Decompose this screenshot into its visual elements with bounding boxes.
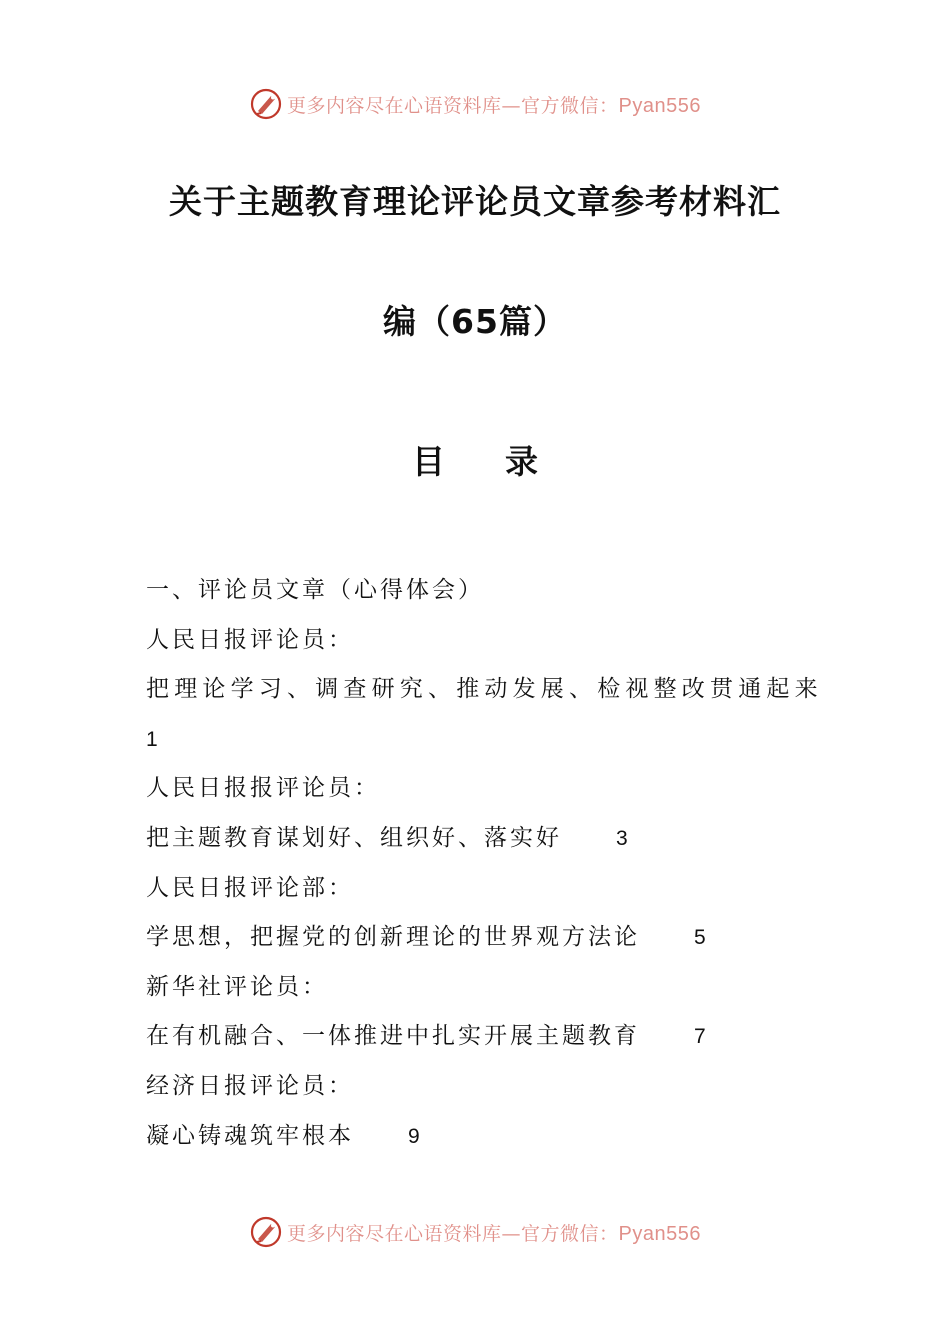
footer-watermark (0, 1212, 950, 1252)
pen-logo-icon (249, 1215, 283, 1249)
toc-entry-page: 3 (616, 826, 628, 850)
toc-entry-source: 人民日报评论部： (146, 874, 354, 901)
toc-entry-page: 9 (408, 1124, 420, 1148)
toc-entry-title: 学思想，把握党的创新理论的世界观方法论 (146, 924, 640, 951)
toc-entry-source: 经济日报评论员： (146, 1072, 354, 1099)
watermark-text: 更多内容尽在心语资料库—官方微信：Pyan556 (287, 1222, 701, 1245)
toc-entry-source: 人民日报报评论员： (146, 775, 380, 802)
toc-heading-char2: 录 (505, 442, 538, 481)
toc-entry-page: 7 (694, 1025, 706, 1049)
toc-entry (146, 1012, 826, 1062)
header-watermark (0, 84, 950, 124)
pen-logo-icon (249, 87, 283, 121)
toc-entry (146, 913, 826, 963)
toc-heading (0, 436, 950, 483)
toc-section-heading: 一、评论员文章（心得体会） (146, 577, 484, 603)
toc-entry-title: 把主题教育谋划好、组织好、落实好 (146, 824, 562, 851)
watermark-text: 更多内容尽在心语资料库—官方微信：Pyan556 (287, 94, 701, 117)
toc-entry-page: 1 (146, 727, 158, 751)
toc-entry-title: 把理论学习、调查研究、推动发展、检视整改贯通起来 (146, 676, 823, 703)
document-title-line1: 关于主题教育理论评论员文章参考材料汇 (169, 182, 781, 221)
toc-entry-title: 凝心铸魂筑牢根本 (146, 1122, 354, 1149)
toc-entry (146, 1112, 826, 1162)
toc-entry (146, 814, 826, 864)
toc-heading-char1: 目 (412, 442, 445, 481)
toc-entry-source: 新华社评论员： (146, 973, 328, 1000)
toc-entry-source: 人民日报评论员： (146, 626, 354, 653)
toc-entry-page: 5 (694, 926, 706, 950)
document-title-line2: 编（65篇） (383, 302, 567, 341)
toc-entry-title: 在有机融合、一体推进中扎实开展主题教育 (146, 1023, 640, 1050)
table-of-contents (146, 566, 826, 1161)
